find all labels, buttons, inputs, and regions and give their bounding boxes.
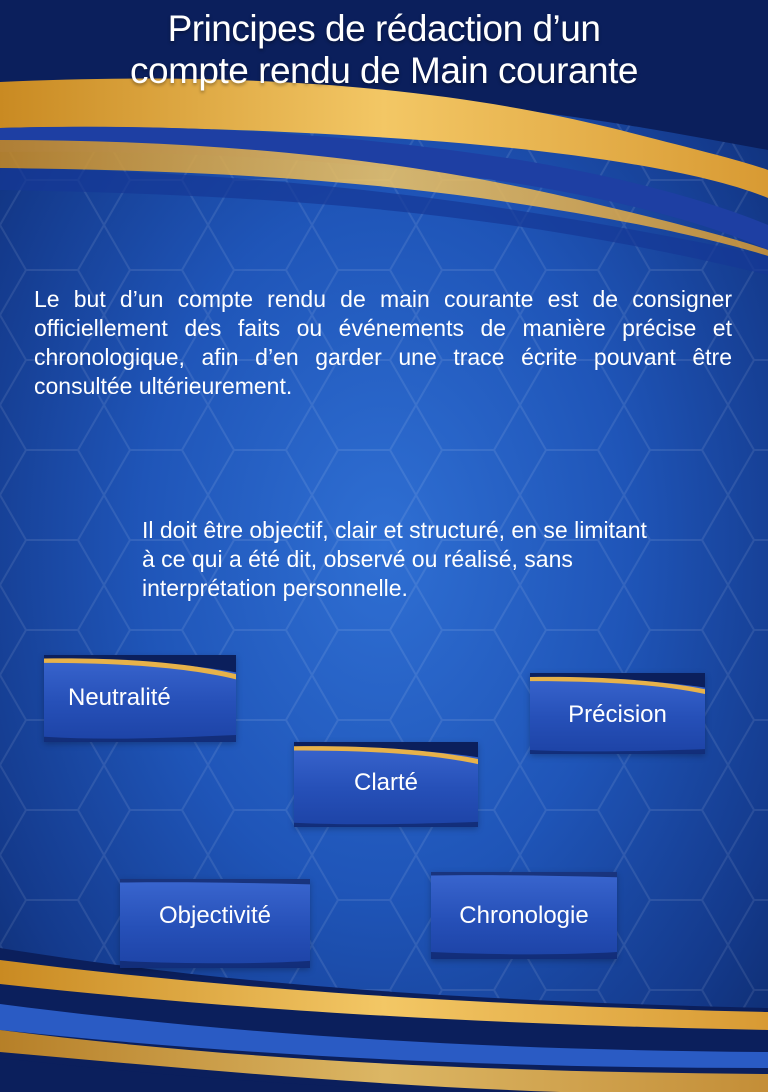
card-label: Neutralité xyxy=(68,684,171,711)
card-objectivite xyxy=(120,879,310,968)
card-precision xyxy=(530,673,705,754)
card-chronologie xyxy=(431,872,617,959)
card-label: Précision xyxy=(568,701,667,728)
card-label: Chronologie xyxy=(459,902,589,929)
title-line-2: compte rendu de Main courante xyxy=(130,50,638,91)
card-label: Objectivité xyxy=(158,902,272,929)
page-title xyxy=(0,8,768,92)
principle-paragraph: Il doit être objectif, clair et structuré, en se limitant à ce qui a été dit, observé ou réalisé, sans interprétation personnelle. xyxy=(142,517,647,601)
card-neutralite xyxy=(44,655,236,742)
card-clarte xyxy=(294,742,478,827)
title-line-1: Principes de rédaction d’un xyxy=(167,8,601,49)
intro-paragraph: Le but d’un compte rendu de main courante est de consigner officiellement des faits ou événements de manière précise et chronologique, afin d’en garder une trace écrite pouvant être consultée ultérieurement. xyxy=(34,286,732,399)
card-label: Clarté xyxy=(353,769,419,796)
